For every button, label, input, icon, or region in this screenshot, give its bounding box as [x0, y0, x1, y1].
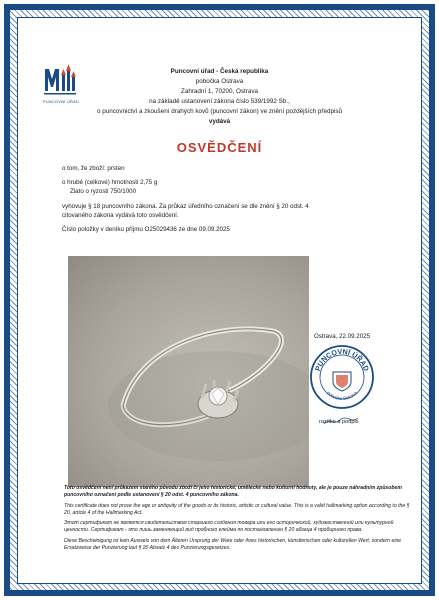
- law-reference: na základě ustanovení zákona číslo 539/1992 Sb.,: [149, 98, 290, 105]
- signature-label: razítko a podpis: [319, 419, 359, 425]
- official-stamp-icon: [309, 344, 375, 410]
- compliance-line-1: vyhovuje § 18 puncovního zákona. Za průkaz úředního označení se dle znění § 20 odst. 4: [62, 202, 309, 210]
- certificate-sheet: [22, 22, 417, 578]
- issuer-address: Zahradní 1, 70200, Ostrava: [180, 88, 258, 95]
- svg-text:pobočka Ostrava: [326, 390, 358, 401]
- weight-line: o hrubé (celkové) hmotnosti 2,75 g: [62, 179, 158, 187]
- disclaimer-german: Diese Bescheinigung ist kein Ausweis von dem Älteren Ursprung der Ware oder ihres historischen, künstlerischen oder kulturellen Wert, sondern eine Ersatzweise der Punzierung laut § 20 Absatz 4 des Punzierungsgesetzes.: [64, 538, 402, 552]
- issuer-header: [22, 67, 417, 127]
- issuer-branch: pobočka Ostrava: [195, 78, 244, 85]
- logo-caption: PUNCOVNÍ ÚŘAD: [42, 99, 80, 104]
- entry-number-line: Číslo položky v deníku příjmu O25029436 ze dne 09.09.2025: [62, 226, 230, 234]
- certificate-title: OSVĚDČENÍ: [176, 140, 263, 155]
- disclaimer-czech: Toto osvědčení není průkazem starého původu zboží či jeho historické, umělecké nebo kulturní hodnoty, ale je pouze náhradním způsobem puncovního označení podle ustanovení § 20 odst. 4 puncovního zákona.: [64, 485, 402, 499]
- place-date: Ostrava, 22.09.2025: [314, 333, 371, 340]
- disclaimer-english: This certificate does not prove the age or antiquity of the goods or its historic, artistic or cultural value. This is a valid hallmarking option according to the § 20, article 4 of the Hallmarking Act.: [64, 502, 410, 516]
- item-line: o tom, že zboží: prsten: [62, 165, 125, 172]
- metal-line: Zlato o ryzosti 750/1000: [70, 188, 137, 196]
- stamp-top-text: PUNCOVNÍ ÚŘAD: [312, 346, 372, 373]
- ring-photo: [68, 256, 309, 487]
- disclaimer-russian: Этот сертификат не является свидетельством старшего создания товара или его исторической, художественной или культурной ценности. Сертификат - это лишь заменяющий вид пробного клейма по постановлению § 20 абзаца 4 пробирного права.: [64, 520, 394, 534]
- issuer-org: Puncovní úřad - Česká republika: [170, 68, 269, 75]
- certificate-body: [62, 164, 392, 234]
- svg-text:PUNCOVNÍ ÚŘAD: [313, 347, 371, 372]
- issues-text: vydává: [208, 118, 231, 125]
- stamp-bottom-text: pobočka Ostrava: [326, 390, 358, 402]
- compliance-line-2: citovaného zákona vydává toto osvědčení.: [62, 211, 179, 219]
- ring-icon: [68, 256, 309, 487]
- law-description: o puncovnictví a zkoušení drahých kovů (puncovní zákon) ve znění pozdějších předpisů: [96, 108, 343, 115]
- disclaimer-block: [64, 485, 414, 556]
